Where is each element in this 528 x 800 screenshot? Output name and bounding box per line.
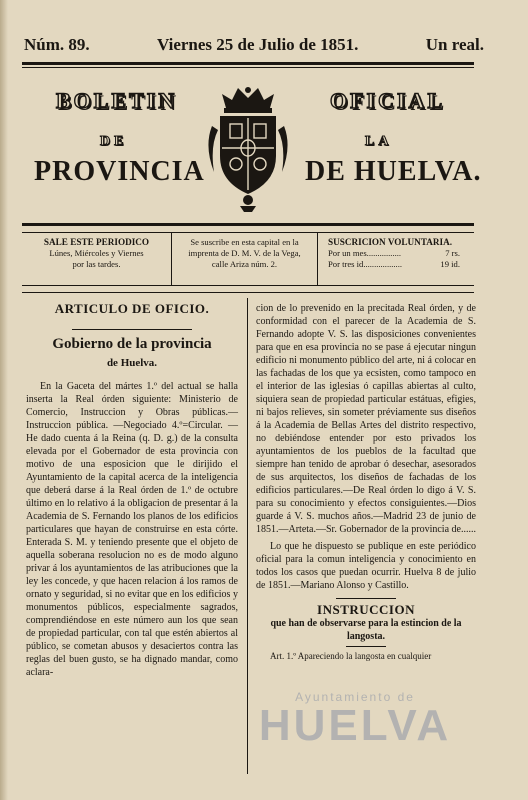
price-row-three: Por tres id.................. 19 id.	[328, 259, 460, 269]
masthead-la: LA	[365, 134, 393, 149]
heading-divider	[72, 329, 192, 330]
publication-notice: Lo que he dispuesto se publique en este periódico oficial para la comun inteligencia y conocimiento en todos los casos que puedan ocurrir. Huelva 8 de julio de 1851.—Mariano Alonso y Castillo.	[256, 541, 476, 591]
issue-date: Viernes 25 de Julio de 1851.	[156, 35, 359, 54]
subscription-location: Se suscribe en esta capital en la imprenta de D. M. V. de la Vega, calle Ariza núm. 2.	[172, 233, 318, 285]
article-heading: ARTICULO DE OFICIO.	[54, 301, 210, 316]
subscription-prices: SUSCRICION VOLUNTARIA. Por un mes................ 7 rs. Por tres id.................. 19 id.	[318, 233, 474, 285]
left-column	[26, 302, 238, 679]
masthead-oficial: OFICIAL	[330, 88, 446, 113]
archive-watermark: Ayuntamiento de HUELVA	[258, 690, 452, 750]
issue-header	[24, 34, 484, 56]
header-rule	[22, 62, 474, 65]
section-title: Gobierno de la provincia	[52, 336, 212, 352]
price-row-month: Por un mes................ 7 rs.	[328, 248, 460, 258]
masthead-de: DE	[100, 134, 128, 149]
section-subtitle: de Huelva.	[106, 357, 158, 369]
issue-number: Núm. 89.	[24, 35, 90, 54]
masthead-huelva: DE HUELVA.	[305, 156, 482, 187]
publication-schedule: SALE ESTE PERIODICO Lúnes, Miércoles y Viernes por las tardes.	[22, 233, 172, 285]
instruction-heading: INSTRUCCION	[317, 602, 415, 617]
coat-of-arms-icon	[200, 86, 296, 212]
notice-divider	[336, 598, 396, 599]
page-edge-shadow	[0, 0, 8, 800]
issue-price: Un real.	[425, 35, 484, 54]
instruction-subheading: que han de observarse para la estincion de la langosta.	[270, 618, 462, 642]
instruction-article-1: Art. 1.º Apareciendo la langosta en cualquier	[270, 651, 432, 661]
masthead-boletin: BOLETIN	[56, 88, 178, 113]
subscription-info-box	[22, 232, 474, 286]
masthead-provincia: PROVINCIA	[34, 156, 205, 187]
header-rule-thin	[22, 67, 474, 68]
right-column	[256, 302, 476, 663]
article-body-right: cion de lo prevenido en la precitada Real órden, y de conformidad con el parecer de la Academia de S. Fernando adopte V. S. las disposiciones convenientes para que en esa provincia no se pase á ejecutar ningun edificio ni monumento público del arte, ni á colocar en las fachadas de los que ya ecsisten, como tampoco en el interior de las iglesias ó capillas abiertas al culto, siquiera sean de propiedad particular estátuas, efigies, ni bajos relieves, sin someter préviamente sus diseños á la Academia de Bellas Artes del distrito respectivo, no debiéndose entender por esto privados los ayuntamientos de los pueblos de la facultad que siempre han tenido de aprobar ó desechar, asesorados de sus arquitectos, los diseños de fachadas de los edificios particulares.—De Real órden lo digo á V. S. para su conocimiento y efectos consiguientes.—Dios guarde á V. S. muchos años.—Madrid 23 de junio de 1851.—Arteta.—Sr. Gobernador de la provincia de......	[256, 303, 476, 535]
article-body-left: En la Gaceta del mártes 1.º del actual se halla inserta la Real órden siguiente: Ministerio de Comercio, Instruccion y Obras públicas.—Instruccion pública. —Negociado 4.º=Circular. — He dado cuenta á la Reina (q. D. g.) de la consulta elevada por el Gobernador de esta provincia con motivo de una esposicion que le dirijido el Ayuntamiento de la capital acerca de la inteligencia que deberá darse á la Real órden de 1.º de octubre último en lo relativo á la obligacion de presentar á la Academia de S. Fernando los planos de los edificios particulares que hayan de construirse en esta córte. Enterada S. M. y teniendo presente que el objeto de aquella soberana resolucion no es de modo alguno privar á los ayuntamientos de las atribuciones que la ley les concede, y que hacen relacion á los ramos de ornato y seguridad, si no evitar que en los edificios y monumentos públicos, especialmente sagrados, comprendiéndose en este número aun los que sean de propiedad particular, con tal que estén abiertos al público, se cometan abusos y desaciertos contra las reglas del buen gusto, se ha dignado mandar, como aclara-	[26, 381, 238, 678]
instruction-divider	[346, 646, 386, 647]
masthead-rule	[22, 223, 474, 226]
info-box-rule	[22, 292, 474, 293]
